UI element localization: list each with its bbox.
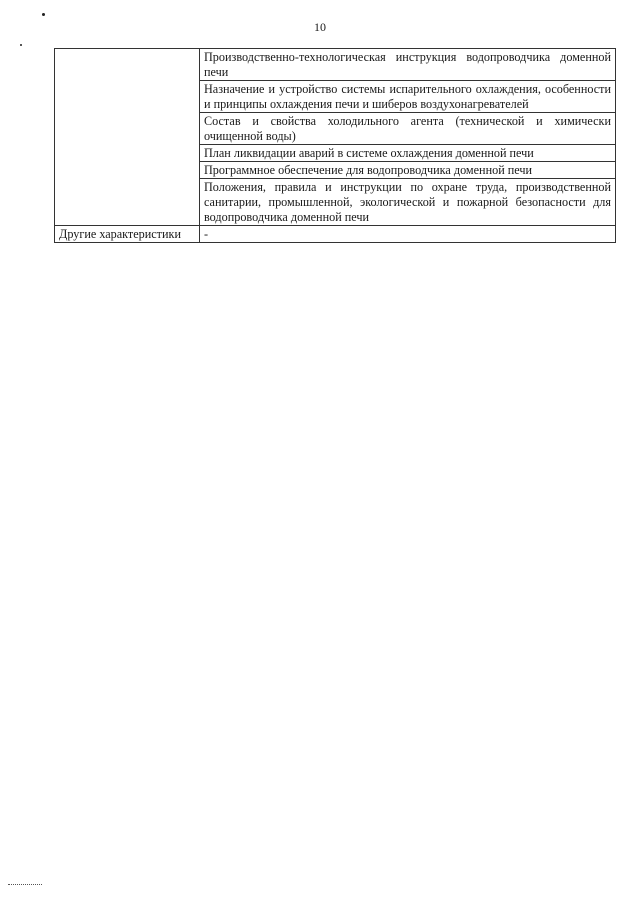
knowledge-item: План ликвидации аварий в системе охлаждения доменной печи xyxy=(200,145,616,162)
requirements-table xyxy=(54,48,616,243)
knowledge-item: Программное обеспечение для водопроводчика доменной печи xyxy=(200,162,616,179)
other-characteristics-value: - xyxy=(200,226,616,243)
scan-mark xyxy=(8,884,42,885)
scan-speck xyxy=(20,44,22,46)
other-characteristics-label: Другие характеристики xyxy=(55,226,200,243)
knowledge-item: Положения, правила и инструкции по охране труда, производственной санитарии, промышленной, экологической и пожарной безопасности для водопроводчика доменной печи xyxy=(200,179,616,226)
table-row xyxy=(55,226,616,243)
table-row xyxy=(55,49,616,81)
scan-speck xyxy=(42,13,45,16)
knowledge-item: Состав и свойства холодильного агента (технической и химически очищенной воды) xyxy=(200,113,616,145)
page-number: 10 xyxy=(314,20,326,34)
knowledge-item: Назначение и устройство системы испарительного охлаждения, особенности и принципы охлаждения печи и шиберов воздухонагревателей xyxy=(200,81,616,113)
knowledge-item: Производственно-технологическая инструкция водопроводчика доменной печи xyxy=(200,49,616,81)
empty-label-cell xyxy=(55,49,200,226)
